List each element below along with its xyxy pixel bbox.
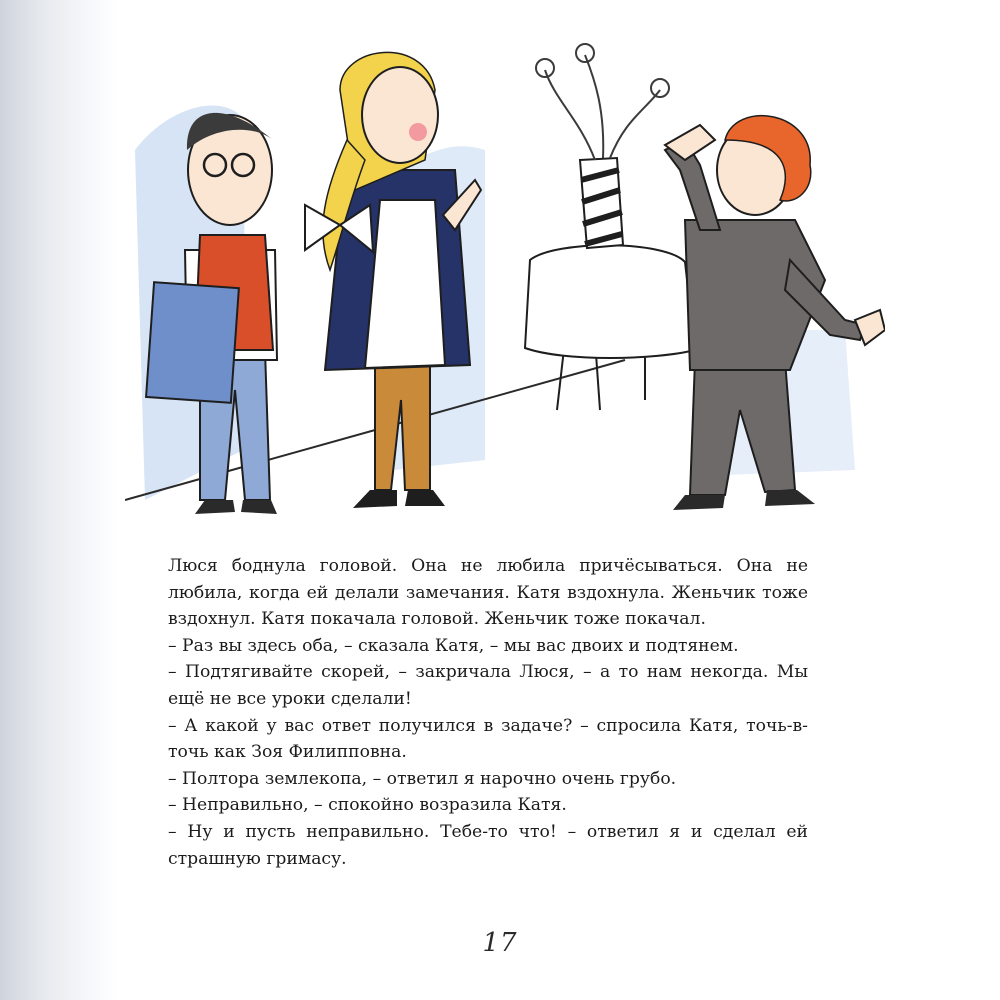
flower-head-3	[651, 79, 669, 97]
story-text	[168, 553, 808, 872]
paragraph: – Полтора землекопа, – ответил я нарочно очень грубо.	[168, 768, 677, 789]
boy-glasses-shoes	[195, 500, 277, 514]
girl-shoes	[353, 490, 445, 508]
paragraph: – Подтягивайте скорей, – закричала Люся, – а то нам некогда. Мы ещё не все уроки сделали!	[168, 662, 808, 709]
flower-head-2	[576, 44, 594, 62]
girl-head	[362, 67, 438, 163]
illustration	[125, 30, 885, 550]
paragraph: – Ну и пусть неправильно. Тебе-то что! – ответил я и сделал ей страшную гримасу.	[168, 821, 808, 869]
paragraph: Люся боднула головой. Она не любила причёсываться. Она не любила, когда ей делали замечания. Катя вздохнула. Женьчик тоже вздохнул. Катя покачала головой. Женьчик тоже покачал.	[168, 556, 808, 630]
flower-head-1	[536, 59, 554, 77]
girl-cheek	[409, 123, 427, 141]
girl-apron	[365, 200, 445, 368]
boy-glasses-folder	[146, 282, 239, 403]
flower-stems	[545, 55, 660, 160]
page-number: 17	[482, 928, 518, 958]
paragraph: – Раз вы здесь оба, – сказала Катя, – мы вас двоих и подтянем.	[168, 635, 739, 656]
paragraph: – Неправильно, – спокойно возразила Катя.	[168, 795, 567, 816]
tablecloth	[525, 245, 695, 358]
paragraph: – А какой у вас ответ получился в задаче? – спросила Катя, точь-в-точь как Зоя Филипповна.	[168, 715, 808, 763]
page-spine-shadow	[0, 0, 120, 1000]
girl-tights	[375, 360, 430, 490]
table-with-vase	[525, 44, 695, 410]
